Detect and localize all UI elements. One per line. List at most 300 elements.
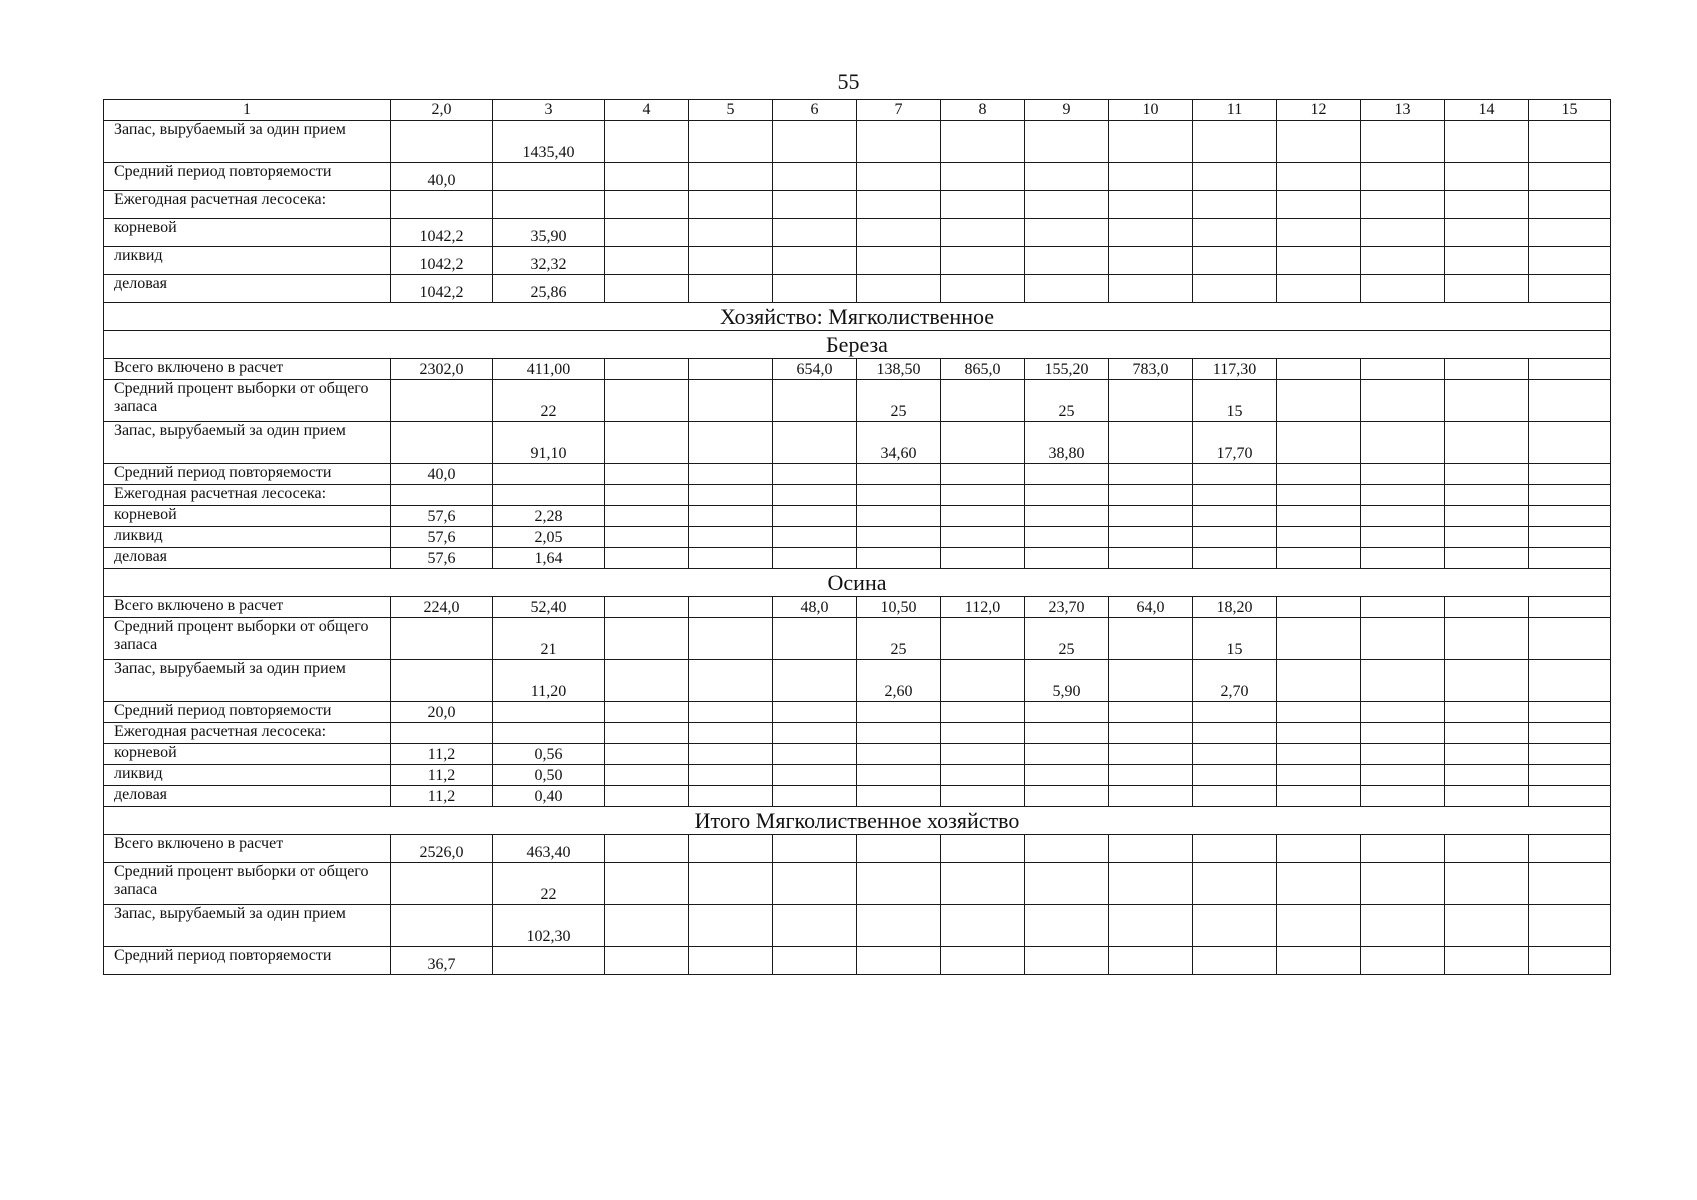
value-cell <box>605 527 689 548</box>
value-cell <box>1025 905 1109 947</box>
value-cell <box>857 835 941 863</box>
value-cell <box>605 359 689 380</box>
value-cell <box>1361 702 1445 723</box>
value-cell <box>773 548 857 569</box>
value-cell <box>1277 527 1361 548</box>
value-cell <box>1277 702 1361 723</box>
value-cell <box>1277 275 1361 303</box>
row-label: деловая <box>104 275 391 303</box>
value-cell <box>1529 247 1611 275</box>
value-cell <box>941 506 1025 527</box>
value-cell <box>773 786 857 807</box>
value-cell <box>1109 422 1193 464</box>
value-cell: 36,7 <box>391 947 493 975</box>
value-cell: 112,0 <box>941 597 1025 618</box>
value-cell <box>941 163 1025 191</box>
table-row <box>104 527 1611 548</box>
value-cell <box>1109 863 1193 905</box>
value-cell <box>1193 702 1277 723</box>
value-cell <box>1361 219 1445 247</box>
value-cell <box>1277 464 1361 485</box>
value-cell <box>1277 786 1361 807</box>
value-cell <box>773 275 857 303</box>
value-cell <box>1277 485 1361 506</box>
value-cell: 20,0 <box>391 702 493 723</box>
value-cell <box>605 765 689 786</box>
value-cell <box>1109 380 1193 422</box>
value-cell <box>605 723 689 744</box>
value-cell <box>941 723 1025 744</box>
row-label: Средний период повторяемости <box>104 464 391 485</box>
value-cell <box>1529 506 1611 527</box>
value-cell <box>391 121 493 163</box>
value-cell <box>1445 247 1529 275</box>
value-cell <box>1445 485 1529 506</box>
row-label: Ежегодная расчетная лесосека: <box>104 485 391 506</box>
value-cell <box>1277 723 1361 744</box>
value-cell <box>493 723 605 744</box>
column-number-cell: 5 <box>689 100 773 121</box>
value-cell <box>1193 464 1277 485</box>
value-cell: 1435,40 <box>493 121 605 163</box>
table-row <box>104 723 1611 744</box>
value-cell <box>689 548 773 569</box>
value-cell <box>941 485 1025 506</box>
value-cell <box>689 121 773 163</box>
value-cell <box>1109 947 1193 975</box>
value-cell <box>773 191 857 219</box>
value-cell <box>1361 359 1445 380</box>
value-cell: 91,10 <box>493 422 605 464</box>
row-label: деловая <box>104 548 391 569</box>
value-cell <box>941 744 1025 765</box>
value-cell <box>1193 786 1277 807</box>
value-cell <box>1193 219 1277 247</box>
value-cell <box>1025 247 1109 275</box>
value-cell <box>773 702 857 723</box>
table-row <box>104 786 1611 807</box>
value-cell: 1042,2 <box>391 247 493 275</box>
value-cell: 15 <box>1193 380 1277 422</box>
value-cell: 654,0 <box>773 359 857 380</box>
table-row <box>104 163 1611 191</box>
value-cell <box>1025 219 1109 247</box>
value-cell <box>1025 191 1109 219</box>
value-cell <box>1445 947 1529 975</box>
value-cell: 23,70 <box>1025 597 1109 618</box>
value-cell <box>941 905 1025 947</box>
value-cell <box>941 527 1025 548</box>
value-cell: 2302,0 <box>391 359 493 380</box>
value-cell <box>689 527 773 548</box>
table-row <box>104 905 1611 947</box>
value-cell <box>1445 380 1529 422</box>
value-cell <box>1109 121 1193 163</box>
table-row <box>104 485 1611 506</box>
row-label: корневой <box>104 506 391 527</box>
value-cell <box>605 247 689 275</box>
value-cell <box>605 618 689 660</box>
value-cell <box>1193 247 1277 275</box>
row-label: Средний период повторяемости <box>104 163 391 191</box>
value-cell: 22 <box>493 863 605 905</box>
value-cell <box>1193 191 1277 219</box>
row-label: ликвид <box>104 765 391 786</box>
value-cell: 0,56 <box>493 744 605 765</box>
value-cell <box>857 863 941 905</box>
value-cell: 25 <box>1025 618 1109 660</box>
value-cell: 48,0 <box>773 597 857 618</box>
value-cell: 22 <box>493 380 605 422</box>
value-cell: 155,20 <box>1025 359 1109 380</box>
value-cell <box>1025 275 1109 303</box>
value-cell: 11,2 <box>391 765 493 786</box>
value-cell <box>689 191 773 219</box>
value-cell <box>1361 597 1445 618</box>
value-cell <box>1361 247 1445 275</box>
value-cell <box>1529 723 1611 744</box>
value-cell <box>1109 905 1193 947</box>
value-cell: 10,50 <box>857 597 941 618</box>
value-cell <box>391 863 493 905</box>
value-cell <box>941 947 1025 975</box>
value-cell <box>773 744 857 765</box>
value-cell <box>1277 548 1361 569</box>
value-cell <box>605 464 689 485</box>
value-cell <box>605 597 689 618</box>
row-label: Средний процент выборки от общего запаса <box>104 380 391 422</box>
value-cell <box>1529 275 1611 303</box>
value-cell <box>493 464 605 485</box>
value-cell <box>1361 191 1445 219</box>
row-label: Средний период повторяемости <box>104 947 391 975</box>
value-cell <box>857 485 941 506</box>
value-cell <box>689 422 773 464</box>
row-label: корневой <box>104 219 391 247</box>
value-cell <box>773 660 857 702</box>
table-body <box>104 100 1611 975</box>
section-title: Береза <box>104 331 1611 359</box>
value-cell <box>1277 380 1361 422</box>
value-cell <box>493 163 605 191</box>
value-cell <box>1361 506 1445 527</box>
value-cell <box>1529 744 1611 765</box>
table-row <box>104 219 1611 247</box>
value-cell <box>605 219 689 247</box>
value-cell <box>1025 835 1109 863</box>
value-cell: 2,05 <box>493 527 605 548</box>
value-cell: 1042,2 <box>391 275 493 303</box>
value-cell <box>941 618 1025 660</box>
value-cell: 57,6 <box>391 506 493 527</box>
value-cell <box>773 485 857 506</box>
value-cell: 117,30 <box>1193 359 1277 380</box>
table-row <box>104 618 1611 660</box>
column-number-cell: 11 <box>1193 100 1277 121</box>
value-cell <box>605 380 689 422</box>
value-cell <box>1277 191 1361 219</box>
value-cell: 224,0 <box>391 597 493 618</box>
value-cell <box>1361 422 1445 464</box>
value-cell <box>605 422 689 464</box>
value-cell <box>391 905 493 947</box>
value-cell <box>941 702 1025 723</box>
value-cell: 2,60 <box>857 660 941 702</box>
value-cell <box>1529 485 1611 506</box>
value-cell <box>1109 702 1193 723</box>
value-cell: 463,40 <box>493 835 605 863</box>
value-cell <box>1445 618 1529 660</box>
value-cell <box>493 191 605 219</box>
value-cell <box>689 247 773 275</box>
value-cell <box>1109 618 1193 660</box>
row-label: Ежегодная расчетная лесосека: <box>104 723 391 744</box>
value-cell <box>1193 121 1277 163</box>
value-cell <box>605 548 689 569</box>
value-cell <box>1193 835 1277 863</box>
value-cell <box>1109 527 1193 548</box>
value-cell <box>1277 947 1361 975</box>
value-cell: 25 <box>857 380 941 422</box>
value-cell <box>1529 219 1611 247</box>
value-cell <box>1193 485 1277 506</box>
column-number-cell: 2,0 <box>391 100 493 121</box>
value-cell <box>1277 905 1361 947</box>
value-cell <box>689 597 773 618</box>
value-cell <box>857 702 941 723</box>
value-cell <box>1277 219 1361 247</box>
value-cell <box>773 506 857 527</box>
value-cell <box>1445 464 1529 485</box>
value-cell <box>1109 723 1193 744</box>
value-cell: 40,0 <box>391 163 493 191</box>
value-cell <box>1109 835 1193 863</box>
value-cell: 11,20 <box>493 660 605 702</box>
value-cell <box>605 786 689 807</box>
value-cell: 57,6 <box>391 548 493 569</box>
value-cell <box>493 702 605 723</box>
value-cell <box>689 660 773 702</box>
forest-yield-table <box>103 99 1611 975</box>
value-cell <box>605 863 689 905</box>
value-cell <box>773 219 857 247</box>
value-cell <box>941 660 1025 702</box>
value-cell <box>1277 660 1361 702</box>
value-cell <box>1025 744 1109 765</box>
value-cell <box>1361 163 1445 191</box>
value-cell <box>1361 485 1445 506</box>
value-cell <box>941 548 1025 569</box>
value-cell <box>493 947 605 975</box>
value-cell: 34,60 <box>857 422 941 464</box>
row-label: Запас, вырубаемый за один прием <box>104 905 391 947</box>
value-cell <box>605 744 689 765</box>
value-cell <box>689 506 773 527</box>
value-cell <box>857 548 941 569</box>
value-cell <box>773 905 857 947</box>
value-cell <box>1025 765 1109 786</box>
value-cell <box>1529 863 1611 905</box>
value-cell <box>1445 835 1529 863</box>
value-cell <box>689 485 773 506</box>
value-cell <box>1445 506 1529 527</box>
value-cell: 138,50 <box>857 359 941 380</box>
value-cell: 2,70 <box>1193 660 1277 702</box>
row-label: Средний процент выборки от общего запаса <box>104 618 391 660</box>
value-cell <box>391 723 493 744</box>
section-row <box>104 303 1611 331</box>
table-row <box>104 191 1611 219</box>
value-cell <box>1445 121 1529 163</box>
value-cell <box>689 618 773 660</box>
value-cell <box>1193 744 1277 765</box>
value-cell: 1,64 <box>493 548 605 569</box>
value-cell <box>605 947 689 975</box>
value-cell <box>493 485 605 506</box>
value-cell: 38,80 <box>1025 422 1109 464</box>
value-cell <box>857 506 941 527</box>
value-cell: 52,40 <box>493 597 605 618</box>
value-cell <box>391 422 493 464</box>
value-cell <box>1109 163 1193 191</box>
value-cell <box>941 422 1025 464</box>
value-cell <box>689 905 773 947</box>
value-cell <box>689 275 773 303</box>
value-cell <box>605 905 689 947</box>
value-cell <box>1109 191 1193 219</box>
value-cell: 11,2 <box>391 786 493 807</box>
value-cell <box>689 835 773 863</box>
value-cell <box>1529 765 1611 786</box>
value-cell <box>1193 275 1277 303</box>
table-row <box>104 947 1611 975</box>
value-cell <box>1445 527 1529 548</box>
value-cell <box>941 786 1025 807</box>
value-cell <box>1445 723 1529 744</box>
value-cell: 0,40 <box>493 786 605 807</box>
value-cell: 57,6 <box>391 527 493 548</box>
section-row <box>104 331 1611 359</box>
value-cell <box>1193 863 1277 905</box>
value-cell <box>1025 527 1109 548</box>
value-cell <box>605 835 689 863</box>
value-cell <box>857 905 941 947</box>
value-cell <box>773 863 857 905</box>
value-cell <box>391 191 493 219</box>
value-cell <box>857 247 941 275</box>
value-cell <box>1277 422 1361 464</box>
value-cell <box>1361 905 1445 947</box>
value-cell <box>689 863 773 905</box>
value-cell <box>1109 464 1193 485</box>
value-cell <box>605 121 689 163</box>
value-cell <box>1529 422 1611 464</box>
value-cell <box>1529 786 1611 807</box>
value-cell <box>941 464 1025 485</box>
value-cell <box>1025 863 1109 905</box>
value-cell: 25 <box>1025 380 1109 422</box>
value-cell <box>857 275 941 303</box>
value-cell <box>1109 247 1193 275</box>
row-label: Ежегодная расчетная лесосека: <box>104 191 391 219</box>
value-cell <box>391 660 493 702</box>
value-cell <box>1193 947 1277 975</box>
value-cell <box>773 464 857 485</box>
section-row <box>104 807 1611 835</box>
value-cell <box>1193 527 1277 548</box>
value-cell <box>1109 744 1193 765</box>
value-cell <box>1193 765 1277 786</box>
value-cell <box>1445 660 1529 702</box>
value-cell <box>1529 121 1611 163</box>
value-cell <box>1109 275 1193 303</box>
value-cell <box>1529 618 1611 660</box>
value-cell: 5,90 <box>1025 660 1109 702</box>
row-label: Запас, вырубаемый за один прием <box>104 422 391 464</box>
value-cell <box>1193 723 1277 744</box>
value-cell <box>1445 548 1529 569</box>
column-number-header-row <box>104 100 1611 121</box>
value-cell: 25 <box>857 618 941 660</box>
value-cell <box>1445 744 1529 765</box>
value-cell <box>773 247 857 275</box>
value-cell <box>941 191 1025 219</box>
value-cell <box>773 618 857 660</box>
value-cell <box>1445 191 1529 219</box>
value-cell <box>857 527 941 548</box>
value-cell <box>605 163 689 191</box>
value-cell <box>1361 121 1445 163</box>
value-cell <box>1361 275 1445 303</box>
value-cell <box>391 380 493 422</box>
value-cell <box>689 723 773 744</box>
value-cell <box>1445 863 1529 905</box>
value-cell <box>941 380 1025 422</box>
value-cell <box>605 485 689 506</box>
value-cell <box>1109 219 1193 247</box>
value-cell <box>773 723 857 744</box>
value-cell: 40,0 <box>391 464 493 485</box>
value-cell <box>1025 485 1109 506</box>
table-row <box>104 247 1611 275</box>
value-cell <box>1361 947 1445 975</box>
table-row <box>104 275 1611 303</box>
section-title: Осина <box>104 569 1611 597</box>
value-cell: 0,50 <box>493 765 605 786</box>
value-cell <box>941 219 1025 247</box>
column-number-cell: 13 <box>1361 100 1445 121</box>
column-number-cell: 3 <box>493 100 605 121</box>
value-cell <box>1361 380 1445 422</box>
value-cell <box>1193 905 1277 947</box>
column-number-cell: 8 <box>941 100 1025 121</box>
value-cell <box>1109 548 1193 569</box>
value-cell <box>605 275 689 303</box>
value-cell <box>941 863 1025 905</box>
value-cell <box>1445 275 1529 303</box>
row-label: Запас, вырубаемый за один прием <box>104 121 391 163</box>
value-cell <box>1529 191 1611 219</box>
value-cell <box>1025 163 1109 191</box>
table-row <box>104 765 1611 786</box>
table-row <box>104 380 1611 422</box>
table-row <box>104 660 1611 702</box>
value-cell <box>857 723 941 744</box>
value-cell <box>1193 163 1277 191</box>
column-number-cell: 6 <box>773 100 857 121</box>
value-cell <box>857 786 941 807</box>
value-cell <box>1025 548 1109 569</box>
